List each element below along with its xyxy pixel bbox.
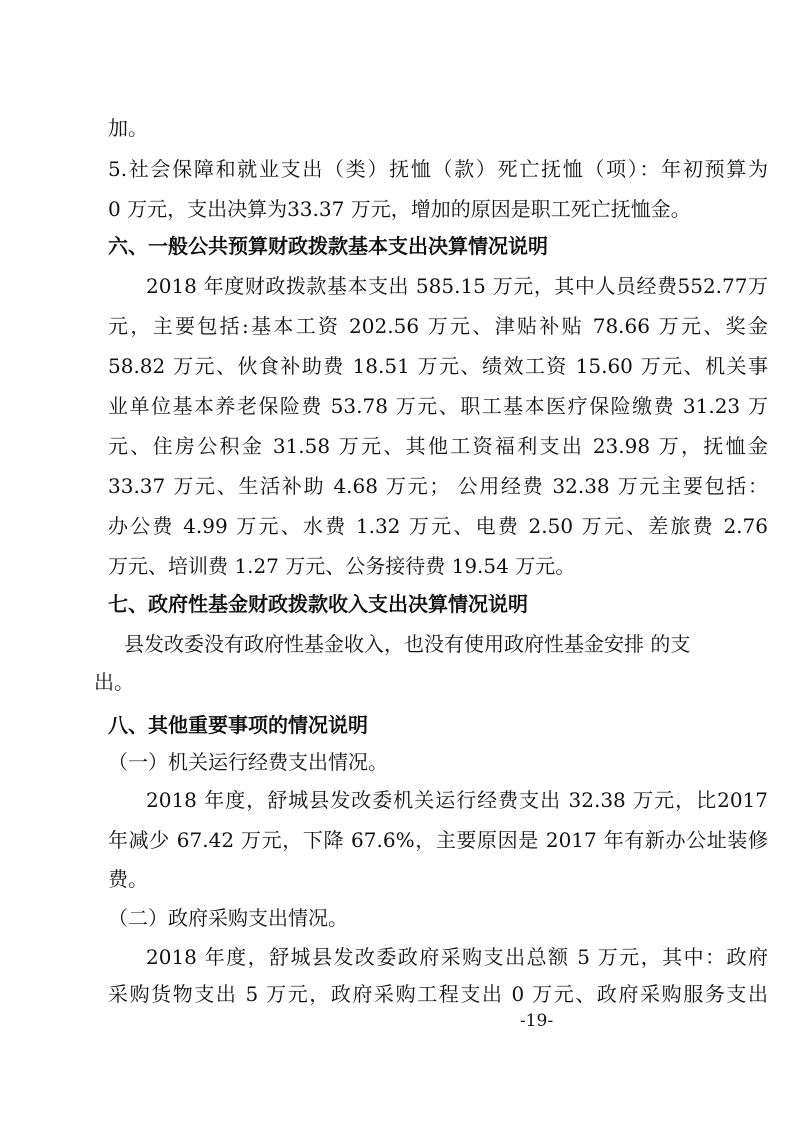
paragraph-line: 县发改委没有政府性基金收入，也没有使用政府性基金安排 的支 [124, 632, 691, 656]
paragraph-line: 元、住房公积金 31.58 万元、其他工资福利支出 23.98 万，抚恤金 [108, 434, 768, 458]
page-number: -19- [519, 1011, 554, 1031]
paragraph-line: 5.社会保障和就业支出（类）抚恤（款）死亡抚恤（项）：年初预算为 [108, 157, 768, 181]
paragraph-line: 出。 [94, 670, 134, 694]
paragraph-line: 年减少 67.42 万元，下降 67.6%，主要原因是 2017 年有新办公址装修 [108, 828, 768, 852]
paragraph-line: 58.82 万元、伙食补助费 18.51 万元、绩效工资 15.60 万元、机关事 [108, 354, 768, 378]
paragraph-line: 业单位基本养老保险费 53.78 万元、职工基本医疗保险缴费 31.23 万 [108, 394, 768, 418]
subsection-heading: （一）机关运行经费支出情况。 [108, 750, 388, 774]
paragraph-line: 费。 [108, 867, 148, 891]
section-heading: 八、其他重要事项的情况说明 [108, 713, 368, 737]
paragraph-line: 加。 [108, 116, 148, 140]
paragraph-line: 元，主要包括:基本工资 202.56 万元、津贴补贴 78.66 万元、奖金 [108, 314, 768, 338]
paragraph-line: 2018 年度财政拨款基本支出 585.15 万元，其中人员经费552.77万 [146, 274, 768, 298]
paragraph-line: 采购货物支出 5 万元，政府采购工程支出 0 万元、政府采购服务支出 [108, 982, 768, 1006]
paragraph-line: 33.37 万元、生活补助 4.68 万元； 公用经费 32.38 万元主要包括： [108, 474, 768, 498]
paragraph-line: 2018 年度，舒城县发改委机关运行经费支出 32.38 万元，比2017 [146, 788, 768, 812]
paragraph-line: 办公费 4.99 万元、水费 1.32 万元、电费 2.50 万元、差旅费 2.76 [108, 514, 768, 538]
paragraph-line: 2018 年度，舒城县发改委政府采购支出总额 5 万元，其中：政府 [146, 945, 768, 969]
section-heading: 六、一般公共预算财政拨款基本支出决算情况说明 [108, 234, 548, 258]
paragraph-line: 0 万元，支出决算为33.37 万元，增加的原因是职工死亡抚恤金。 [108, 197, 691, 221]
paragraph-line: 万元、培训费 1.27 万元、公务接待费 19.54 万元。 [108, 554, 576, 578]
subsection-heading: （二）政府采购支出情况。 [108, 906, 348, 930]
section-heading: 七、政府性基金财政拨款收入支出决算情况说明 [108, 592, 528, 616]
